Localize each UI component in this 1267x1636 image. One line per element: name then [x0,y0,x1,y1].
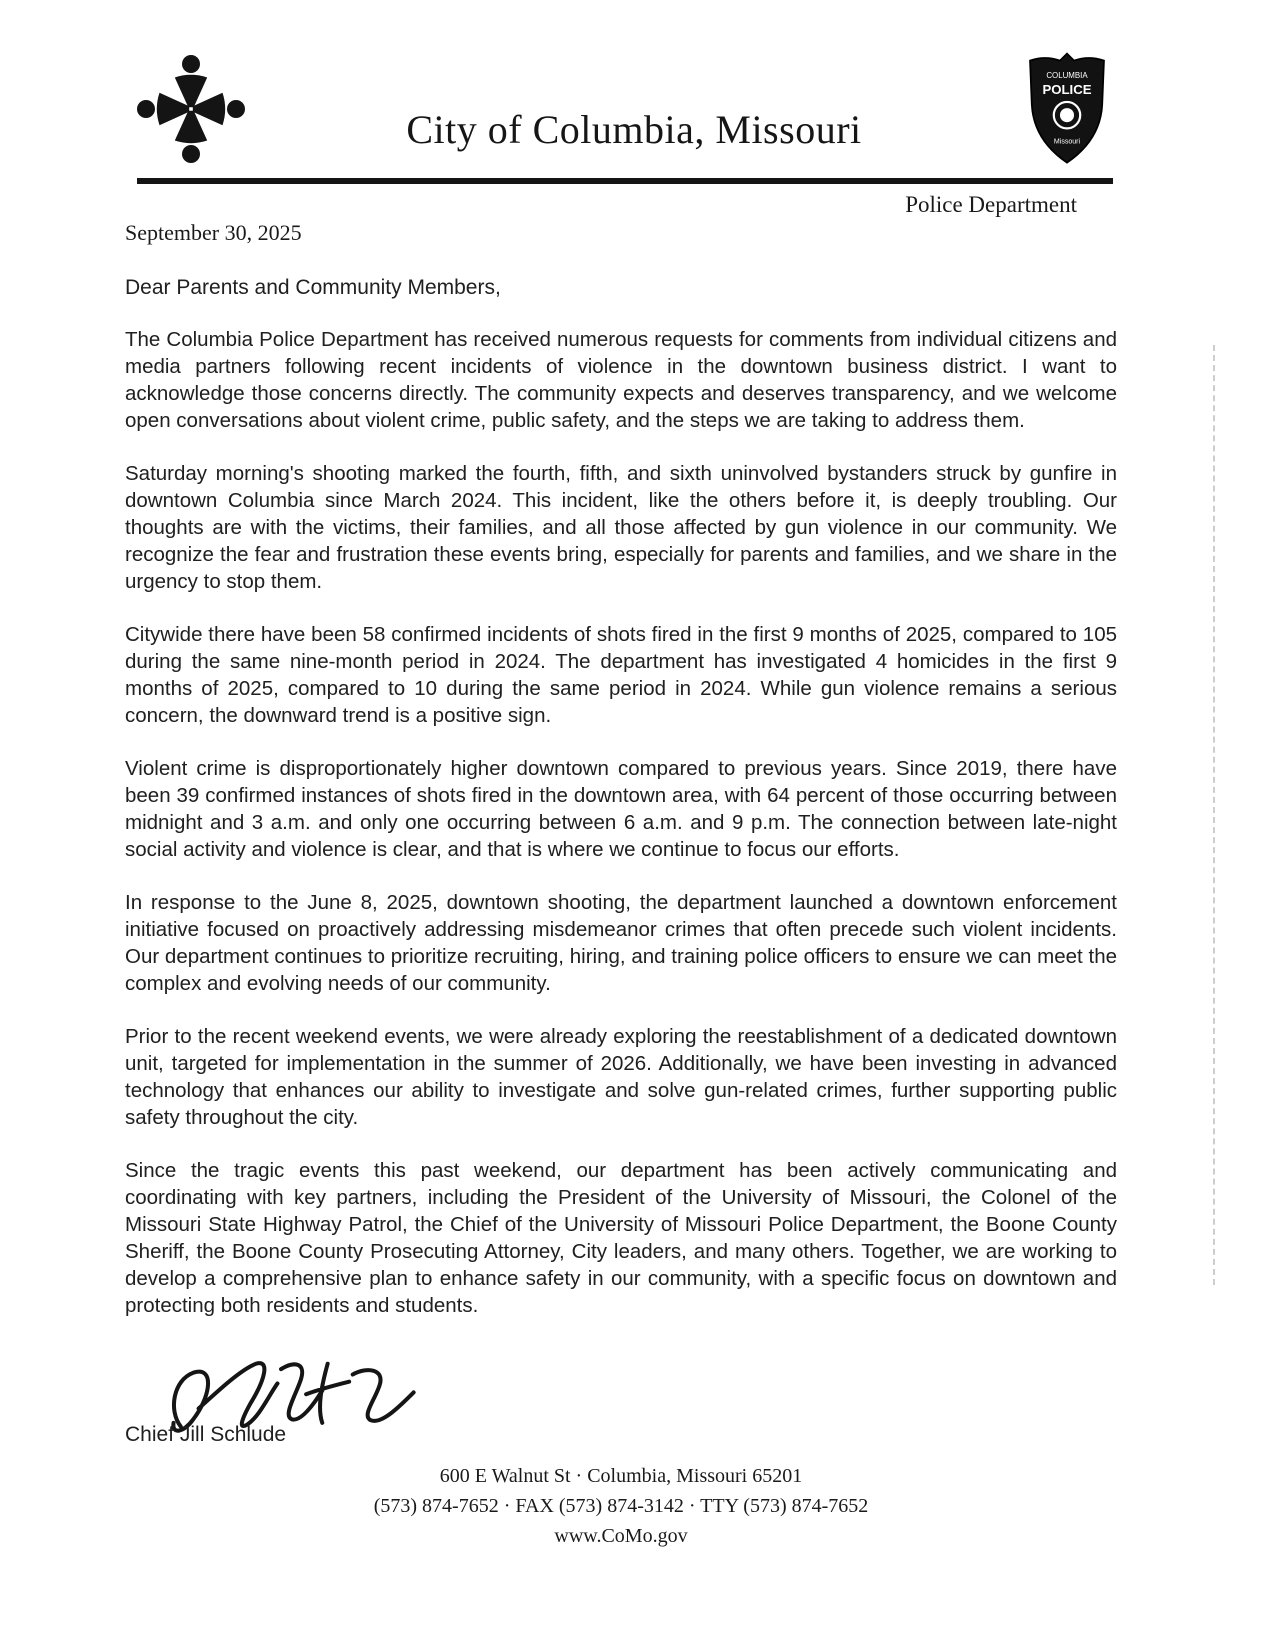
paragraph-5: In response to the June 8, 2025, downtown shooting, the department launched a downtown enforcement initiative focused on proactively addressing misdemeanor crimes that often precede such violent incidents. Our department continues to prioritize recruiting, hiring, and training police officers to ensure we can meet the complex and evolving needs of our community. [125,891,1117,995]
footer-website: www.CoMo.gov [554,1525,688,1547]
letter-date: September 30, 2025 [125,220,302,245]
paragraph-6: Prior to the recent weekend events, we were already exploring the reestablishment of a dedicated downtown unit, targeted for implementation in the summer of 2026. Additionally, we have been investing in advanced technology that enhances our ability to investigate and solve gun-related crimes, further supporting public safety throughout the city. [125,1025,1117,1129]
footer-address: 600 E Walnut St · Columbia, Missouri 65201 [439,1465,803,1487]
columbia-city-logo [137,50,245,168]
paragraph-1: The Columbia Police Department has received numerous requests for comments from individual citizens and media partners following recent incidents of violence in the downtown business district. I want to acknowledge those concerns directly. The community expects and deserves transparency, and we welcome open conversations about violent crime, public safety, and the steps we are taking to address them. [125,328,1117,432]
paragraph-3: Citywide there have been 58 confirmed incidents of shots fired in the first 9 months of 2025, compared to 105 during the same nine-month period in 2024. The department has investigated 4 homicides in the first 9 months of 2025, compared to 10 during the same period in 2024. While gun violence remains a serious concern, the downward trend is a positive sign. [125,623,1117,727]
signature-block [125,1353,1117,1447]
paragraph-2: Saturday morning's shooting marked the fourth, fifth, and sixth uninvolved bystanders struck by gunfire in downtown Columbia since March 2024. This incident, like the others before it, is deeply troubling. Our thoughts are with the victims, their families, and all those affected by gun violence in our community. We recognize the fear and frustration these events bring, especially for parents and families, and we share in the urgency to stop them. [125,462,1117,593]
svg-text:COLUMBIA: COLUMBIA [1046,71,1088,81]
footer-phones: (573) 874-7652 · FAX (573) 874-3142 · TTY (573) 874-7652 [373,1495,869,1517]
svg-text:POLICE: POLICE [1042,82,1092,98]
paragraph-4: Violent crime is disproportionately higher downtown compared to previous years. Since 2019, there have been 39 confirmed instances of shots fired in the downtown area, with 64 percent of those occurring between midnight and 3 a.m. and only one occurring between 6 a.m. and 9 p.m. The connection between late-night social activity and violence is clear, and that is where we continue to focus our efforts. [125,757,1117,861]
paragraph-7: Since the tragic events this past weekend, our department has been actively communicating and coordinating with key partners, including the President of the University of Missouri, the Colonel of the Missouri State Highway Patrol, the Chief of the University of Missouri Police Department, the Boone County Sheriff, the Boone County Prosecuting Attorney, City leaders, and many others. Together, we are working to develop a comprehensive plan to enhance safety in our community, with a specific focus on downtown and protecting both residents and students. [125,1159,1117,1317]
svg-text:Missouri: Missouri [1053,138,1081,146]
signer-name: Chief Jill Schlude [125,1423,287,1446]
footer-contact [125,1461,1117,1551]
police-badge-icon [1023,50,1111,168]
header-divider [137,178,1113,184]
salutation: Dear Parents and Community Members, [125,276,501,299]
department-name: Police Department [905,192,1077,217]
letter-body [125,326,1117,1319]
letterhead [125,50,1117,168]
page-title: City of Columbia, Missouri [406,106,862,152]
